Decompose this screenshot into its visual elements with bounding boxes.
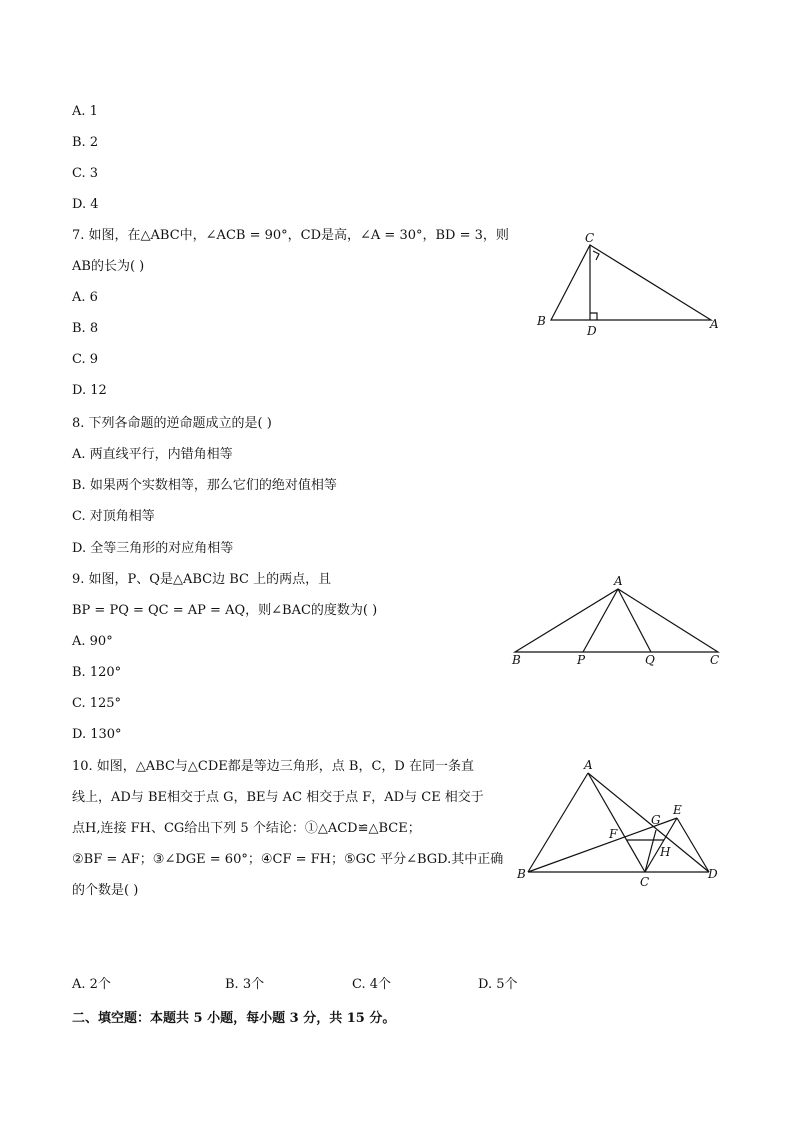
q8-option-b: B. 如果两个实数相等，那么它们的绝对值相等 [72, 478, 337, 493]
q9-label-q: Q [645, 653, 655, 667]
q9-segment-ap [583, 589, 618, 652]
q9-label-a: A [614, 574, 623, 588]
q9-option-a: A. 90° [72, 634, 113, 649]
q7-stem-line1: 7. 如图，在△ABC中，∠ACB = 90°，CD是高，∠A = 30°，BD = 3，则 [72, 228, 509, 243]
q7-right-angle-d [590, 313, 597, 320]
q10-label-b: B [517, 867, 526, 881]
q10-option-d: D. 5个 [478, 977, 518, 992]
q10-label-g: G [651, 813, 661, 827]
q6-option-c: C. 3 [72, 166, 99, 181]
q9-triangle-abc [515, 589, 718, 652]
q10-side-ab [528, 773, 588, 872]
q10-option-b: B. 3个 [225, 977, 265, 992]
q7-option-a: A. 6 [72, 290, 98, 305]
q10-stem-line2: 线上，AD与 BE相交于点 G，BE与 AC 相交于点 F，AD与 CE 相交于 [72, 790, 484, 805]
q10-stem-line4: ②BF = AF；③∠DGE = 60°；④CF = FH；⑤GC 平分∠BGD.其中正确 [72, 852, 504, 867]
q10-label-f: F [609, 827, 618, 841]
q10-line-be [528, 818, 677, 872]
q7-option-b: B. 8 [72, 321, 99, 336]
q9-segment-aq [618, 589, 651, 652]
q8-option-a: A. 两直线平行，内错角相等 [72, 447, 233, 462]
q8-option-d: D. 全等三角形的对应角相等 [72, 541, 234, 556]
q7-option-d: D. 12 [72, 383, 107, 398]
q9-label-c: C [710, 653, 720, 667]
q10-option-c: C. 4个 [352, 977, 392, 992]
q6-option-b: B. 2 [72, 135, 99, 150]
q10-label-h: H [660, 845, 671, 859]
q7-stem-line2: AB的长为( ) [72, 259, 145, 274]
q8-stem: 8. 下列各命题的逆命题成立的是( ) [72, 416, 272, 431]
q6-option-a: A. 1 [72, 104, 98, 119]
q10-side-ed [677, 818, 709, 872]
q9-stem-line2: BP = PQ = QC = AP = AQ，则∠BAC的度数为( ) [72, 603, 378, 618]
q7-option-c: C. 9 [72, 352, 99, 367]
q8-option-c: C. 对顶角相等 [72, 509, 155, 524]
q9-label-b: B [512, 653, 521, 667]
q10-stem-line1: 10. 如图，△ABC与△CDE都是等边三角形，点 B，C，D 在同一条直 [72, 759, 474, 774]
q9-option-b: B. 120° [72, 665, 122, 680]
section-2-heading: 二、填空题：本题共 5 小题，每小题 3 分，共 15 分。 [72, 1011, 396, 1026]
q7-label-b: B [537, 314, 546, 328]
q10-label-c: C [640, 875, 650, 889]
q10-label-a: A [584, 758, 593, 772]
q10-stem-line3: 点H,连接 FH、CG给出下列 5 个结论：①△ACD≌△BCE； [72, 821, 421, 836]
q10-side-ce [645, 818, 677, 872]
q7-triangle-abc [551, 245, 711, 320]
q9-stem-line1: 9. 如图，P、Q是△ABC边 BC 上的两点，且 [72, 572, 332, 587]
q10-side-ac [588, 773, 645, 872]
q10-label-d: D [708, 867, 718, 881]
q10-line-ad [588, 773, 709, 872]
q10-stem-line5: 的个数是( ) [72, 883, 139, 898]
q9-option-d: D. 130° [72, 727, 122, 742]
q6-option-d: D. 4 [72, 197, 99, 212]
q10-label-e: E [673, 803, 682, 817]
q7-label-c: C [585, 231, 595, 245]
q7-label-a: A [710, 317, 719, 331]
q9-option-c: C. 125° [72, 696, 122, 711]
q9-label-p: P [577, 653, 586, 667]
q10-segment-cg [645, 830, 656, 872]
q7-label-d: D [587, 324, 597, 338]
q10-option-a: A. 2个 [72, 977, 111, 992]
q7-right-angle-c [593, 251, 599, 260]
